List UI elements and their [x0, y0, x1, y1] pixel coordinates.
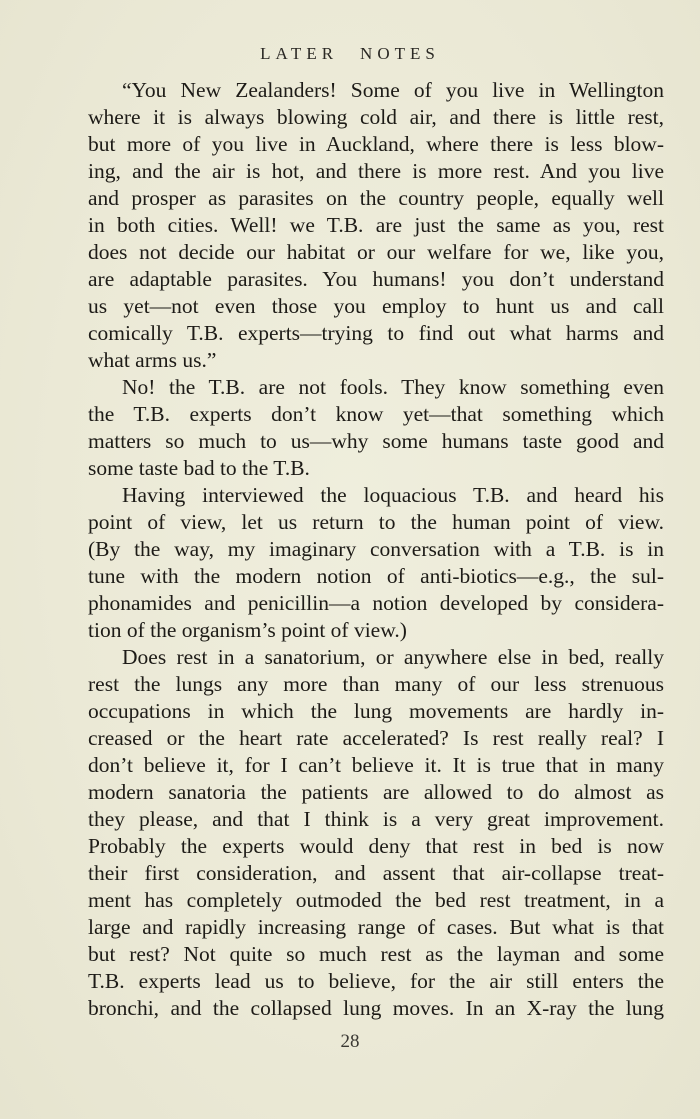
text-line: they please, and that I think is a very great improvement.: [88, 807, 664, 831]
text-line: some taste bad to the T.B.: [88, 456, 310, 480]
text-line: occupations in which the lung movements are hardly in-: [88, 699, 664, 723]
text-line: Does rest in a sanatorium, or anywhere else in bed, really: [122, 645, 664, 669]
text-line: bronchi, and the collapsed lung moves. In an X-ray the lung: [88, 996, 664, 1020]
text-line: ment has completely outmoded the bed rest treatment, in a: [88, 888, 664, 912]
text-line: comically T.B. experts—trying to find out what harms and: [88, 321, 664, 345]
text-line: rest the lungs any more than many of our less strenuous: [88, 672, 664, 696]
paragraph-2: [88, 374, 664, 482]
text-line: phonamides and penicillin—a notion developed by considera-: [88, 591, 664, 615]
body-text: [88, 77, 664, 1022]
text-line: ing, and the air is hot, and there is more rest. And you live: [88, 159, 664, 183]
text-line: the T.B. experts don’t know yet—that something which: [88, 402, 664, 426]
text-line: No! the T.B. are not fools. They know something even: [122, 375, 664, 399]
text-line: matters so much to us—why some humans taste good and: [88, 429, 664, 453]
text-line: creased or the heart rate accelerated? Is rest really real? I: [88, 726, 664, 750]
text-line: what arms us.”: [88, 348, 217, 372]
text-line: tune with the modern notion of anti-biotics—e.g., the sul-: [88, 564, 664, 588]
paragraph-4: [88, 644, 664, 1022]
text-line: are adaptable parasites. You humans! you don’t understand: [88, 267, 664, 291]
text-line: their first consideration, and assent that air-collapse treat-: [88, 861, 664, 885]
text-line: but more of you live in Auckland, where there is less blow-: [88, 132, 664, 156]
running-header: [0, 44, 700, 64]
text-line: don’t believe it, for I can’t believe it. It is true that in many: [88, 753, 664, 777]
text-line: “You New Zealanders! Some of you live in Wellington: [122, 78, 664, 102]
text-line: T.B. experts lead us to believe, for the air still enters the: [88, 969, 664, 993]
running-header-left: LATER: [260, 44, 339, 63]
paragraph-3: [88, 482, 664, 644]
text-line: Probably the experts would deny that rest in bed is now: [88, 834, 664, 858]
text-line: us yet—not even those you employ to hunt us and call: [88, 294, 664, 318]
text-line: (By the way, my imaginary conversation with a T.B. is in: [88, 537, 664, 561]
paragraph-1: [88, 77, 664, 374]
text-line: point of view, let us return to the human point of view.: [88, 510, 664, 534]
text-line: in both cities. Well! we T.B. are just the same as you, rest: [88, 213, 664, 237]
text-line: does not decide our habitat or our welfare for we, like you,: [88, 240, 664, 264]
text-line: where it is always blowing cold air, and there is little rest,: [88, 105, 664, 129]
text-line: tion of the organism’s point of view.): [88, 618, 407, 642]
text-line: large and rapidly increasing range of cases. But what is that: [88, 915, 664, 939]
text-line: but rest? Not quite so much rest as the layman and some: [88, 942, 664, 966]
running-header-right: NOTES: [360, 44, 440, 63]
text-line: modern sanatoria the patients are allowed to do almost as: [88, 780, 664, 804]
text-line: Having interviewed the loquacious T.B. and heard his: [122, 483, 664, 507]
text-line: and prosper as parasites on the country people, equally well: [88, 186, 664, 210]
page-number: 28: [340, 1031, 360, 1052]
